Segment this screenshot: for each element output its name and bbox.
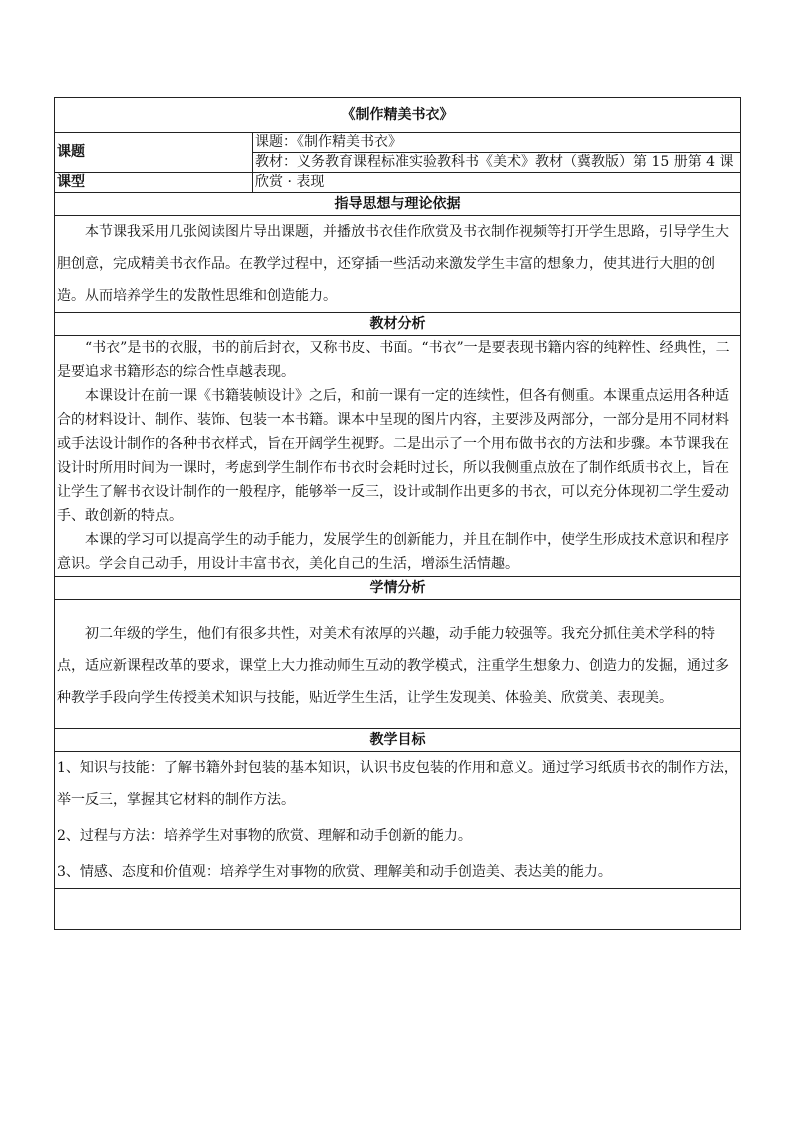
analysis-paragraph: 本课的学习可以提高学生的动手能力，发展学生的创新能力，并且在制作中，使学生形成技术意识和程序意识。学会自己动手，用设计丰富书衣，美化自己的生活，增添生活情趣。 — [57, 532, 729, 572]
goals-content — [55, 752, 741, 889]
document-title: 《制作精美书衣》 — [55, 98, 741, 133]
goal-item: 3、情感、态度和价值观：培养学生对事物的欣赏、理解美和动手创造美、表达美的能力。 — [57, 864, 612, 880]
students-paragraph: 初二年级的学生，他们有很多共性，对美术有浓厚的兴趣，动手能力较强等。我充分抓住美术学科的特点，适应新课程改革的要求，课堂上大力推动师生互动的教学模式，注重学生想象力、创造力的发掘，通过多种教学手段向学生传授美术知识与技能，贴近学生生活，让学生发现美、体验美、欣赏美、表现美。 — [57, 626, 729, 706]
lesson-topic: 课题：《制作精美书衣》 — [253, 133, 741, 153]
lesson-plan-document — [54, 97, 740, 930]
analysis-paragraph: 本课设计在前一课《书籍装帧设计》之后，和前一课有一定的连续性，但各有侧重。本课重点运用各种适合的材料设计、制作、装饰、包装一本书籍。课本中呈现的图片内容，主要涉及两部分，一部分是用不同材料或手法设计制作的各种书衣样式，旨在开阔学生视野。二是出示了一个用布做书衣的方法和步骤。本节课我在设计时所用时间为一课时，考虑到学生制作布书衣时会耗时过长，所以我侧重点放在了制作纸质书衣上，旨在让学生了解书衣设计制作的一般程序，能够举一反三，设计或制作出更多的书衣，可以充分体现初二学生爱动手、敢创新的特点。 — [57, 388, 729, 524]
goal-item: 1、知识与技能：了解书籍外封包装的基本知识，认识书皮包装的作用和意义。通过学习纸质书衣的制作方法，举一反三，掌握其它材料的制作方法。 — [57, 760, 738, 808]
students-content — [55, 600, 741, 729]
section-header-guiding: 指导思想与理论依据 — [55, 193, 741, 216]
analysis-content — [55, 336, 741, 577]
guiding-paragraph: 本节课我采用几张阅读图片导出课题，并播放书衣佳作欣赏及书衣制作视频等打开学生思路，引导学生大胆创意，完成精美书衣作品。在教学过程中，还穿插一些活动来激发学生丰富的想象力，使其进行大胆的创造。从而培养学生的发散性思维和创造能力。 — [57, 224, 729, 304]
lesson-plan-table — [54, 97, 741, 930]
type-label: 课型 — [55, 173, 253, 193]
empty-row — [55, 889, 741, 930]
lesson-label: 课题 — [55, 133, 253, 173]
lesson-textbook: 教材：义务教育课程标准实验教科书《美术》教材（冀教版）第 15 册第 4 课 — [253, 153, 741, 173]
analysis-paragraph: “书衣”是书的衣服，书的前后封衣，又称书皮、书面。“书衣”一是要表现书籍内容的纯粹性、经典性，二是要追求书籍形态的综合性卓越表现。 — [57, 340, 730, 380]
type-value: 欣赏 · 表现 — [253, 173, 741, 193]
section-header-analysis: 教材分析 — [55, 313, 741, 336]
guiding-content — [55, 216, 741, 313]
goal-item: 2、过程与方法：培养学生对事物的欣赏、理解和动手创新的能力。 — [57, 828, 472, 844]
section-header-students: 学情分析 — [55, 577, 741, 600]
section-header-goals: 教学目标 — [55, 729, 741, 752]
